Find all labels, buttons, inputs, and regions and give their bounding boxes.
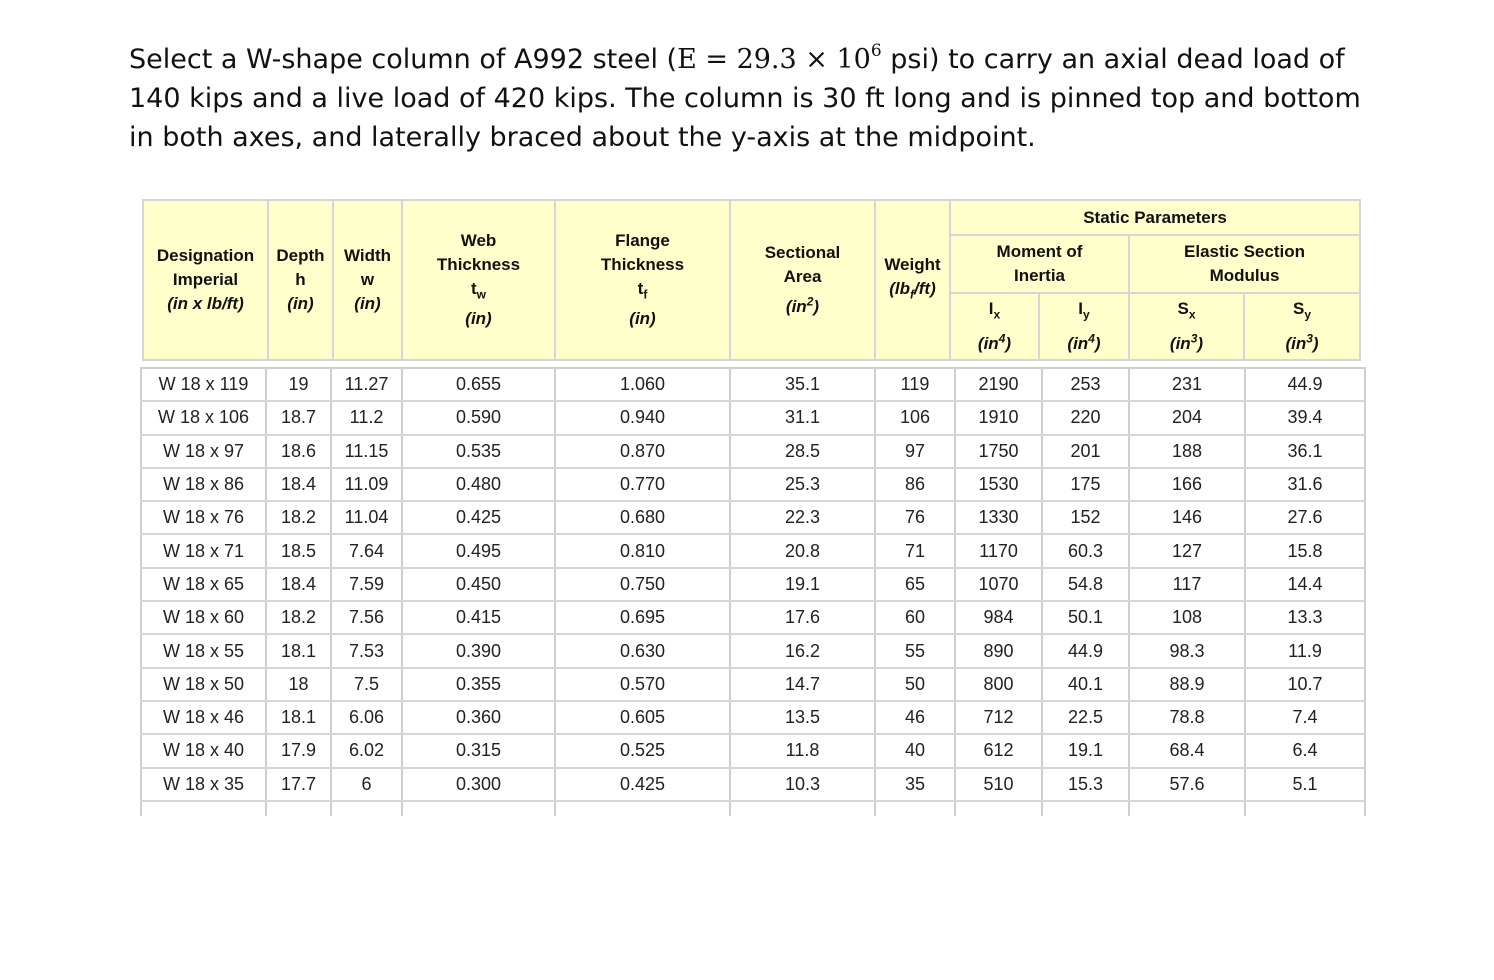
cell-ix: 1530: [955, 468, 1042, 501]
cell-area: 25.3: [730, 468, 875, 501]
cell-sy: 14.4: [1245, 568, 1365, 601]
table-row: [141, 668, 1365, 701]
cell-depth: 18.1: [266, 634, 331, 667]
cell-iy: 175: [1042, 468, 1129, 501]
header-flange-thickness: Flange Thickness $t_f$ (in): [555, 200, 730, 360]
cell-sy: 13.3: [1245, 601, 1365, 634]
cell-ix: 510: [955, 768, 1042, 801]
w-shape-table: [140, 367, 1366, 816]
table-header: [142, 199, 1361, 361]
cell-iy: 60.3: [1042, 534, 1129, 567]
cell-ix: 2190: [955, 368, 1042, 401]
cell-depth: 19: [266, 368, 331, 401]
cell-depth: 18.5: [266, 534, 331, 567]
problem-text-part2: psi) to carry an axial dead load of 140 kips and a live load of 420 kips. The column is 30 ft long and is pinned top and bottom in both axes, and laterally braced about the y-axis at the midpoint.: [129, 44, 1361, 153]
header-static-parameters: Static Parameters: [950, 200, 1360, 235]
cell-ix: 984: [955, 601, 1042, 634]
youngs-modulus-math: E = 29.3 × 10: [677, 44, 871, 75]
cell-weight: 50: [875, 668, 955, 701]
cell-ix: 612: [955, 734, 1042, 767]
cell-area: 11.8: [730, 734, 875, 767]
cell-depth: 17.7: [266, 768, 331, 801]
empty-cell: [730, 801, 875, 816]
table-row: [141, 534, 1365, 567]
cell-web-thickness: 0.450: [402, 568, 555, 601]
empty-cell: [1245, 801, 1365, 816]
cell-web-thickness: 0.390: [402, 634, 555, 667]
empty-cell: [402, 801, 555, 816]
header-width: Width w (in): [333, 200, 402, 360]
cell-iy: 50.1: [1042, 601, 1129, 634]
cell-depth: 18.1: [266, 701, 331, 734]
table-row: [141, 501, 1365, 534]
cell-area: 20.8: [730, 534, 875, 567]
cell-ix: 890: [955, 634, 1042, 667]
cell-weight: 71: [875, 534, 955, 567]
cell-designation: W 18 x 76: [141, 501, 266, 534]
cell-weight: 60: [875, 601, 955, 634]
cell-iy: 253: [1042, 368, 1129, 401]
cell-designation: W 18 x 119: [141, 368, 266, 401]
cell-web-thickness: 0.300: [402, 768, 555, 801]
cell-sx: 204: [1129, 401, 1245, 434]
cell-flange-thickness: 0.570: [555, 668, 730, 701]
cell-ix: 1750: [955, 435, 1042, 468]
cell-sy: 39.4: [1245, 401, 1365, 434]
cell-web-thickness: 0.415: [402, 601, 555, 634]
header-designation: Designation Imperial (in x lb/ft): [143, 200, 268, 360]
cell-iy: 19.1: [1042, 734, 1129, 767]
cell-iy: 201: [1042, 435, 1129, 468]
cell-weight: 46: [875, 701, 955, 734]
cell-area: 31.1: [730, 401, 875, 434]
cell-width: 7.64: [331, 534, 402, 567]
cell-sx: 108: [1129, 601, 1245, 634]
cell-web-thickness: 0.315: [402, 734, 555, 767]
table-row: [141, 568, 1365, 601]
header-elastic-section-modulus: Elastic Section Modulus: [1129, 235, 1360, 293]
cell-ix: 1170: [955, 534, 1042, 567]
empty-cell: [331, 801, 402, 816]
empty-cell: [1129, 801, 1245, 816]
youngs-modulus-exponent: 6: [870, 41, 882, 61]
cell-area: 28.5: [730, 435, 875, 468]
cell-iy: 54.8: [1042, 568, 1129, 601]
table-row: [141, 601, 1365, 634]
cell-sy: 15.8: [1245, 534, 1365, 567]
empty-cell: [955, 801, 1042, 816]
cell-sx: 57.6: [1129, 768, 1245, 801]
cell-weight: 55: [875, 634, 955, 667]
cell-sx: 188: [1129, 435, 1245, 468]
cell-weight: 119: [875, 368, 955, 401]
cell-sy: 31.6: [1245, 468, 1365, 501]
cell-ix: 1070: [955, 568, 1042, 601]
empty-cell: [555, 801, 730, 816]
cell-width: 7.59: [331, 568, 402, 601]
cell-web-thickness: 0.590: [402, 401, 555, 434]
cell-area: 17.6: [730, 601, 875, 634]
cell-flange-thickness: 0.680: [555, 501, 730, 534]
header-web-thickness: Web Thickness $t_w$ (in): [402, 200, 555, 360]
cell-width: 11.09: [331, 468, 402, 501]
cell-area: 16.2: [730, 634, 875, 667]
cell-depth: 17.9: [266, 734, 331, 767]
table-row: [141, 634, 1365, 667]
cell-sy: 36.1: [1245, 435, 1365, 468]
cell-width: 11.04: [331, 501, 402, 534]
header-sx: $S_x$ $(in^3)$: [1129, 293, 1244, 360]
cell-sx: 231: [1129, 368, 1245, 401]
cell-flange-thickness: 0.525: [555, 734, 730, 767]
cell-ix: 1910: [955, 401, 1042, 434]
cell-iy: 22.5: [1042, 701, 1129, 734]
cell-web-thickness: 0.495: [402, 534, 555, 567]
header-weight: Weight $(lb_f/ft)$: [875, 200, 950, 360]
cell-web-thickness: 0.655: [402, 368, 555, 401]
cell-depth: 18.4: [266, 568, 331, 601]
cell-designation: W 18 x 97: [141, 435, 266, 468]
cell-weight: 65: [875, 568, 955, 601]
header-ix: $I_x$ $(in^4)$: [950, 293, 1039, 360]
cell-flange-thickness: 0.695: [555, 601, 730, 634]
cell-area: 10.3: [730, 768, 875, 801]
cell-flange-thickness: 0.810: [555, 534, 730, 567]
cell-flange-thickness: 1.060: [555, 368, 730, 401]
cell-iy: 40.1: [1042, 668, 1129, 701]
cell-width: 7.56: [331, 601, 402, 634]
header-iy: $I_y$ $(in^4)$: [1039, 293, 1129, 360]
cell-designation: W 18 x 71: [141, 534, 266, 567]
cell-area: 19.1: [730, 568, 875, 601]
cell-depth: 18.4: [266, 468, 331, 501]
cell-area: 13.5: [730, 701, 875, 734]
table-row: [141, 468, 1365, 501]
cell-designation: W 18 x 106: [141, 401, 266, 434]
cell-iy: 152: [1042, 501, 1129, 534]
cell-depth: 18.7: [266, 401, 331, 434]
cell-web-thickness: 0.425: [402, 501, 555, 534]
empty-cell: [141, 801, 266, 816]
cell-width: 6: [331, 768, 402, 801]
cell-width: 7.5: [331, 668, 402, 701]
table-row: [141, 734, 1365, 767]
cell-sx: 166: [1129, 468, 1245, 501]
cell-sy: 11.9: [1245, 634, 1365, 667]
cell-sy: 27.6: [1245, 501, 1365, 534]
cell-weight: 35: [875, 768, 955, 801]
cell-area: 22.3: [730, 501, 875, 534]
table-row: [141, 701, 1365, 734]
empty-cell: [266, 801, 331, 816]
problem-statement: [129, 40, 1389, 157]
cell-web-thickness: 0.535: [402, 435, 555, 468]
empty-cell: [1042, 801, 1129, 816]
cell-area: 35.1: [730, 368, 875, 401]
cell-sy: 7.4: [1245, 701, 1365, 734]
cell-sy: 10.7: [1245, 668, 1365, 701]
cell-designation: W 18 x 50: [141, 668, 266, 701]
cell-web-thickness: 0.480: [402, 468, 555, 501]
cell-depth: 18.2: [266, 601, 331, 634]
cell-designation: W 18 x 65: [141, 568, 266, 601]
cell-designation: W 18 x 60: [141, 601, 266, 634]
cell-flange-thickness: 0.750: [555, 568, 730, 601]
cell-flange-thickness: 0.940: [555, 401, 730, 434]
cell-sx: 117: [1129, 568, 1245, 601]
table-row: [141, 401, 1365, 434]
cell-sx: 98.3: [1129, 634, 1245, 667]
cell-sy: 44.9: [1245, 368, 1365, 401]
cell-iy: 44.9: [1042, 634, 1129, 667]
cell-weight: 76: [875, 501, 955, 534]
cell-flange-thickness: 0.630: [555, 634, 730, 667]
cell-weight: 97: [875, 435, 955, 468]
cell-width: 6.02: [331, 734, 402, 767]
table-row: [141, 435, 1365, 468]
cell-sy: 5.1: [1245, 768, 1365, 801]
header-moment-of-inertia: Moment of Inertia: [950, 235, 1129, 293]
cell-width: 11.2: [331, 401, 402, 434]
cell-ix: 712: [955, 701, 1042, 734]
problem-text-part1: Select a W-shape column of A992 steel (: [129, 44, 678, 75]
cell-web-thickness: 0.360: [402, 701, 555, 734]
header-depth: Depth h (in): [268, 200, 333, 360]
cell-sy: 6.4: [1245, 734, 1365, 767]
header-sy: $S_y$ $(in^3)$: [1244, 293, 1360, 360]
table-bottom-strip: [141, 801, 1365, 816]
cell-width: 11.15: [331, 435, 402, 468]
cell-flange-thickness: 0.605: [555, 701, 730, 734]
cell-web-thickness: 0.355: [402, 668, 555, 701]
header-sectional-area: Sectional Area $(in^2)$: [730, 200, 875, 360]
cell-width: 6.06: [331, 701, 402, 734]
cell-sx: 68.4: [1129, 734, 1245, 767]
cell-flange-thickness: 0.425: [555, 768, 730, 801]
cell-designation: W 18 x 46: [141, 701, 266, 734]
cell-depth: 18: [266, 668, 331, 701]
empty-cell: [875, 801, 955, 816]
cell-depth: 18.6: [266, 435, 331, 468]
cell-sx: 78.8: [1129, 701, 1245, 734]
cell-weight: 106: [875, 401, 955, 434]
cell-sx: 127: [1129, 534, 1245, 567]
table-row: [141, 368, 1365, 401]
cell-designation: W 18 x 55: [141, 634, 266, 667]
cell-flange-thickness: 0.870: [555, 435, 730, 468]
cell-designation: W 18 x 86: [141, 468, 266, 501]
cell-iy: 220: [1042, 401, 1129, 434]
cell-sx: 146: [1129, 501, 1245, 534]
cell-flange-thickness: 0.770: [555, 468, 730, 501]
cell-ix: 800: [955, 668, 1042, 701]
cell-designation: W 18 x 40: [141, 734, 266, 767]
cell-depth: 18.2: [266, 501, 331, 534]
cell-area: 14.7: [730, 668, 875, 701]
cell-width: 7.53: [331, 634, 402, 667]
cell-width: 11.27: [331, 368, 402, 401]
cell-designation: W 18 x 35: [141, 768, 266, 801]
table-row: [141, 768, 1365, 801]
cell-sx: 88.9: [1129, 668, 1245, 701]
cell-iy: 15.3: [1042, 768, 1129, 801]
cell-ix: 1330: [955, 501, 1042, 534]
cell-weight: 40: [875, 734, 955, 767]
cell-weight: 86: [875, 468, 955, 501]
